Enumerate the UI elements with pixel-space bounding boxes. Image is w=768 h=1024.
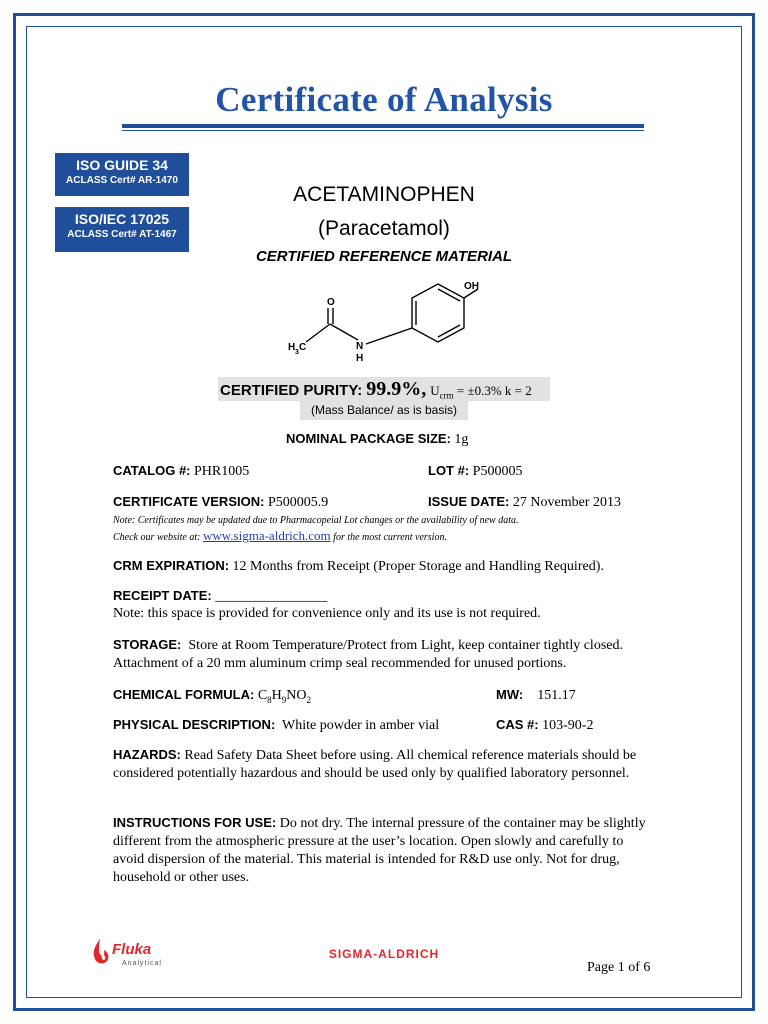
molecular-weight [496,686,576,705]
formula-label: CHEMICAL FORMULA: [113,687,255,702]
uncertainty-value: = ±0.3% k = 2 [453,383,532,398]
version-label: CERTIFICATE VERSION: [113,494,265,509]
formula-c: C [257,688,268,703]
catalog-label: CATALOG #: [113,463,191,478]
uncertainty [430,383,532,401]
version-value: P500005.9 [267,495,329,510]
issue-date-label: ISSUE DATE: [428,494,510,509]
website-note [113,528,447,545]
formula-value [258,688,311,703]
formula-c-count: 8 [267,694,272,705]
cas-number [496,716,593,735]
expiration-value: 12 Months from Receipt (Proper Storage and Handling Required). [232,559,604,574]
catalog-number [113,462,249,481]
product-name: ACETAMINOPHEN [293,183,475,206]
badge-cert: ACLASS Cert# AT-1467 [67,229,177,240]
hazards-label: HAZARDS: [113,747,181,762]
title-rule [122,124,644,128]
hazards-section [113,746,653,783]
receipt-date [113,587,327,606]
mw-value: 151.17 [537,688,576,703]
fluka-subtitle: Analytical [122,960,162,967]
physdesc-value: White powder in amber vial [282,718,440,733]
badge-title: ISO GUIDE 34 [76,157,168,173]
storage-label: STORAGE: [113,637,182,652]
package-size [286,430,468,449]
methyl-3-label: 3 [295,349,299,356]
lot-value: P500005 [472,464,523,479]
website-note-post: for the most current version. [330,532,447,543]
document-title: Certificate of Analysis [215,80,553,119]
receipt-date-blank: ________________ [215,589,328,604]
receipt-note: Note: this space is provided for convenience only and its use is not required. [113,606,541,621]
hazards-text: Read Safety Data Sheet before using. All chemical reference materials should be considered potentially hazardous and should be used only by qualified laboratory personnel. [113,748,637,781]
methyl-h-label: H [288,342,296,353]
cas-label: CAS #: [496,717,539,732]
badge-title: ISO/IEC 17025 [74,211,170,227]
chemical-formula [113,686,311,709]
crm-expiration [113,557,604,576]
mw-label: MW: [496,687,524,702]
storage-section [113,636,653,673]
issue-date [428,493,621,512]
formula-h: H [271,688,282,703]
storage-text: Store at Room Temperature/Protect from Light, keep container tightly closed. Attachment of a 20 mm aluminum crimp seal recommended for unused portions. [113,638,623,671]
material-type: CERTIFIED REFERENCE MATERIAL [255,248,513,265]
oxygen-label: O [327,297,335,308]
oh-label: OH [464,281,479,292]
purity-value: 99.9%, [366,378,427,400]
fluka-wordmark: Fluka [112,941,152,958]
version-note: Note: Certificates may be updated due to Pharmacopeial Lot changes or the availability of new data. [113,515,519,526]
website-link[interactable]: www.sigma-aldrich.com [202,528,331,543]
instructions-section [113,814,653,887]
website-note-pre: Check our website at: [113,532,203,543]
catalog-value: PHR1005 [194,464,250,479]
package-size-value: 1g [454,432,469,447]
instructions-text: Do not dry. The internal pressure of the container may be slightly different from the atmospheric pressure at the user’s location. Open slowly and carefully to avoid dispersion of the material. This material is intended for R&D use only. Not for drug, household or other uses. [113,816,646,885]
product-alt-name: (Paracetamol) [318,217,450,240]
formula-h-count: 9 [281,694,287,705]
physical-description [113,716,439,735]
receipt-date-label: RECEIPT DATE: [113,588,212,603]
certified-purity [218,377,550,401]
badge-cert: ACLASS Cert# AR-1470 [66,175,178,186]
title-rule-thin [122,130,644,131]
issue-date-value: 27 November 2013 [512,495,621,510]
cas-value: 103-90-2 [542,718,594,733]
uncertainty-subscript: crm [439,390,454,401]
hydrogen-label: H [356,353,364,364]
lot-label: LOT #: [428,463,470,478]
physdesc-label: PHYSICAL DESCRIPTION: [113,717,276,732]
uncertainty-symbol: U [430,383,440,398]
purity-basis: (Mass Balance/ as is basis) [300,401,468,420]
methyl-c-label: C [299,342,307,353]
formula-o-count: 2 [306,694,312,705]
molecule-structure [280,276,490,366]
nitrogen-label: N [356,341,364,352]
expiration-label: CRM EXPIRATION: [113,558,230,573]
formula-no: NO [286,688,307,703]
instructions-label: INSTRUCTIONS FOR USE: [113,815,277,830]
sigma-aldrich-logo: SIGMA-ALDRICH [328,947,440,961]
package-size-label: NOMINAL PACKAGE SIZE: [286,431,451,446]
page-number: Page 1 of 6 [587,960,651,975]
lot-number [428,462,522,481]
certificate-version [113,493,328,512]
purity-label: CERTIFIED PURITY: [220,382,363,399]
